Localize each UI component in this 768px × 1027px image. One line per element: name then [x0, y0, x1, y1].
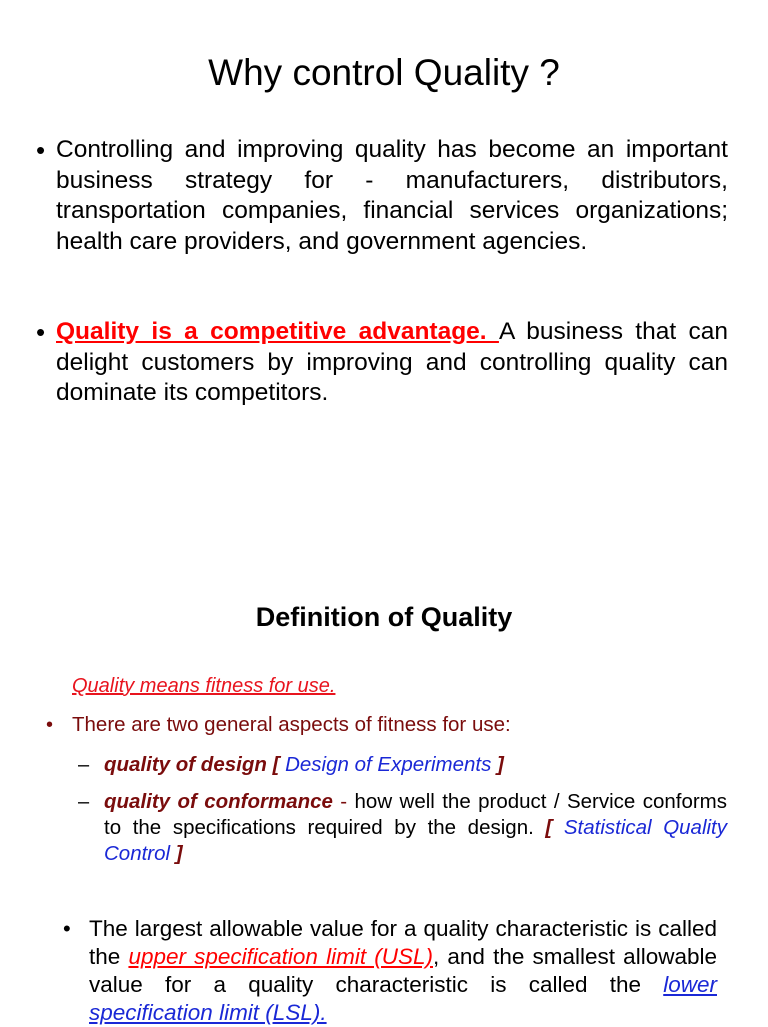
bullet-paragraph-2: [56, 317, 728, 409]
usl-term: upper specification limit (USL): [128, 944, 433, 969]
spec-limits-paragraph: [89, 915, 717, 1027]
aspects-intro: There are two general aspects of fitness for use:: [72, 713, 511, 736]
bullet-marker: •: [36, 135, 46, 165]
bracket: [: [266, 753, 286, 776]
conformance-method: Statistical Quality Control: [104, 816, 727, 865]
bullet-marker: •: [63, 916, 71, 941]
slide-title: Why control Quality ?: [208, 52, 560, 93]
design-method: Design of Experiments: [285, 753, 492, 776]
dash-marker: –: [78, 754, 90, 776]
conformance-aspect: [104, 789, 727, 867]
bullet-1-text: Controlling and improving quality has become an important business strategy for - manufacturers, distributors, transportation companies, financial services organizations; health care providers, and government agencies.: [56, 136, 728, 255]
quality-definition: Quality means fitness for use.: [72, 675, 336, 697]
dash-text: -: [332, 790, 355, 813]
design-label: quality of design: [104, 753, 267, 776]
bracket: ]: [491, 753, 504, 776]
section-heading: Definition of Quality: [255, 602, 513, 632]
spec-text-2: , and the smallest allowable value for a quality characteristic is called the: [89, 944, 717, 997]
bullet-marker: •: [46, 714, 54, 736]
bracket: ]: [170, 842, 183, 865]
conformance-label: quality of conformance: [104, 790, 333, 813]
dash-marker: –: [78, 791, 90, 813]
bullet-marker: •: [36, 317, 46, 347]
bracket: [: [545, 816, 564, 839]
competitive-advantage-highlight: Quality is a competitive advantage.: [56, 318, 499, 345]
design-aspect: [104, 752, 504, 778]
bullet-paragraph-1: [56, 135, 728, 257]
conformance-text: how well the product / Service conforms to the specifications required by the design.: [104, 790, 728, 839]
lsl-term: lower specification limit (LSL).: [89, 972, 717, 1025]
bullet-2-text: A business that can delight customers by improving and controlling quality can dominate its competitors.: [56, 318, 728, 406]
spec-text-1: The largest allowable value for a quality characteristic is called the: [89, 916, 717, 969]
